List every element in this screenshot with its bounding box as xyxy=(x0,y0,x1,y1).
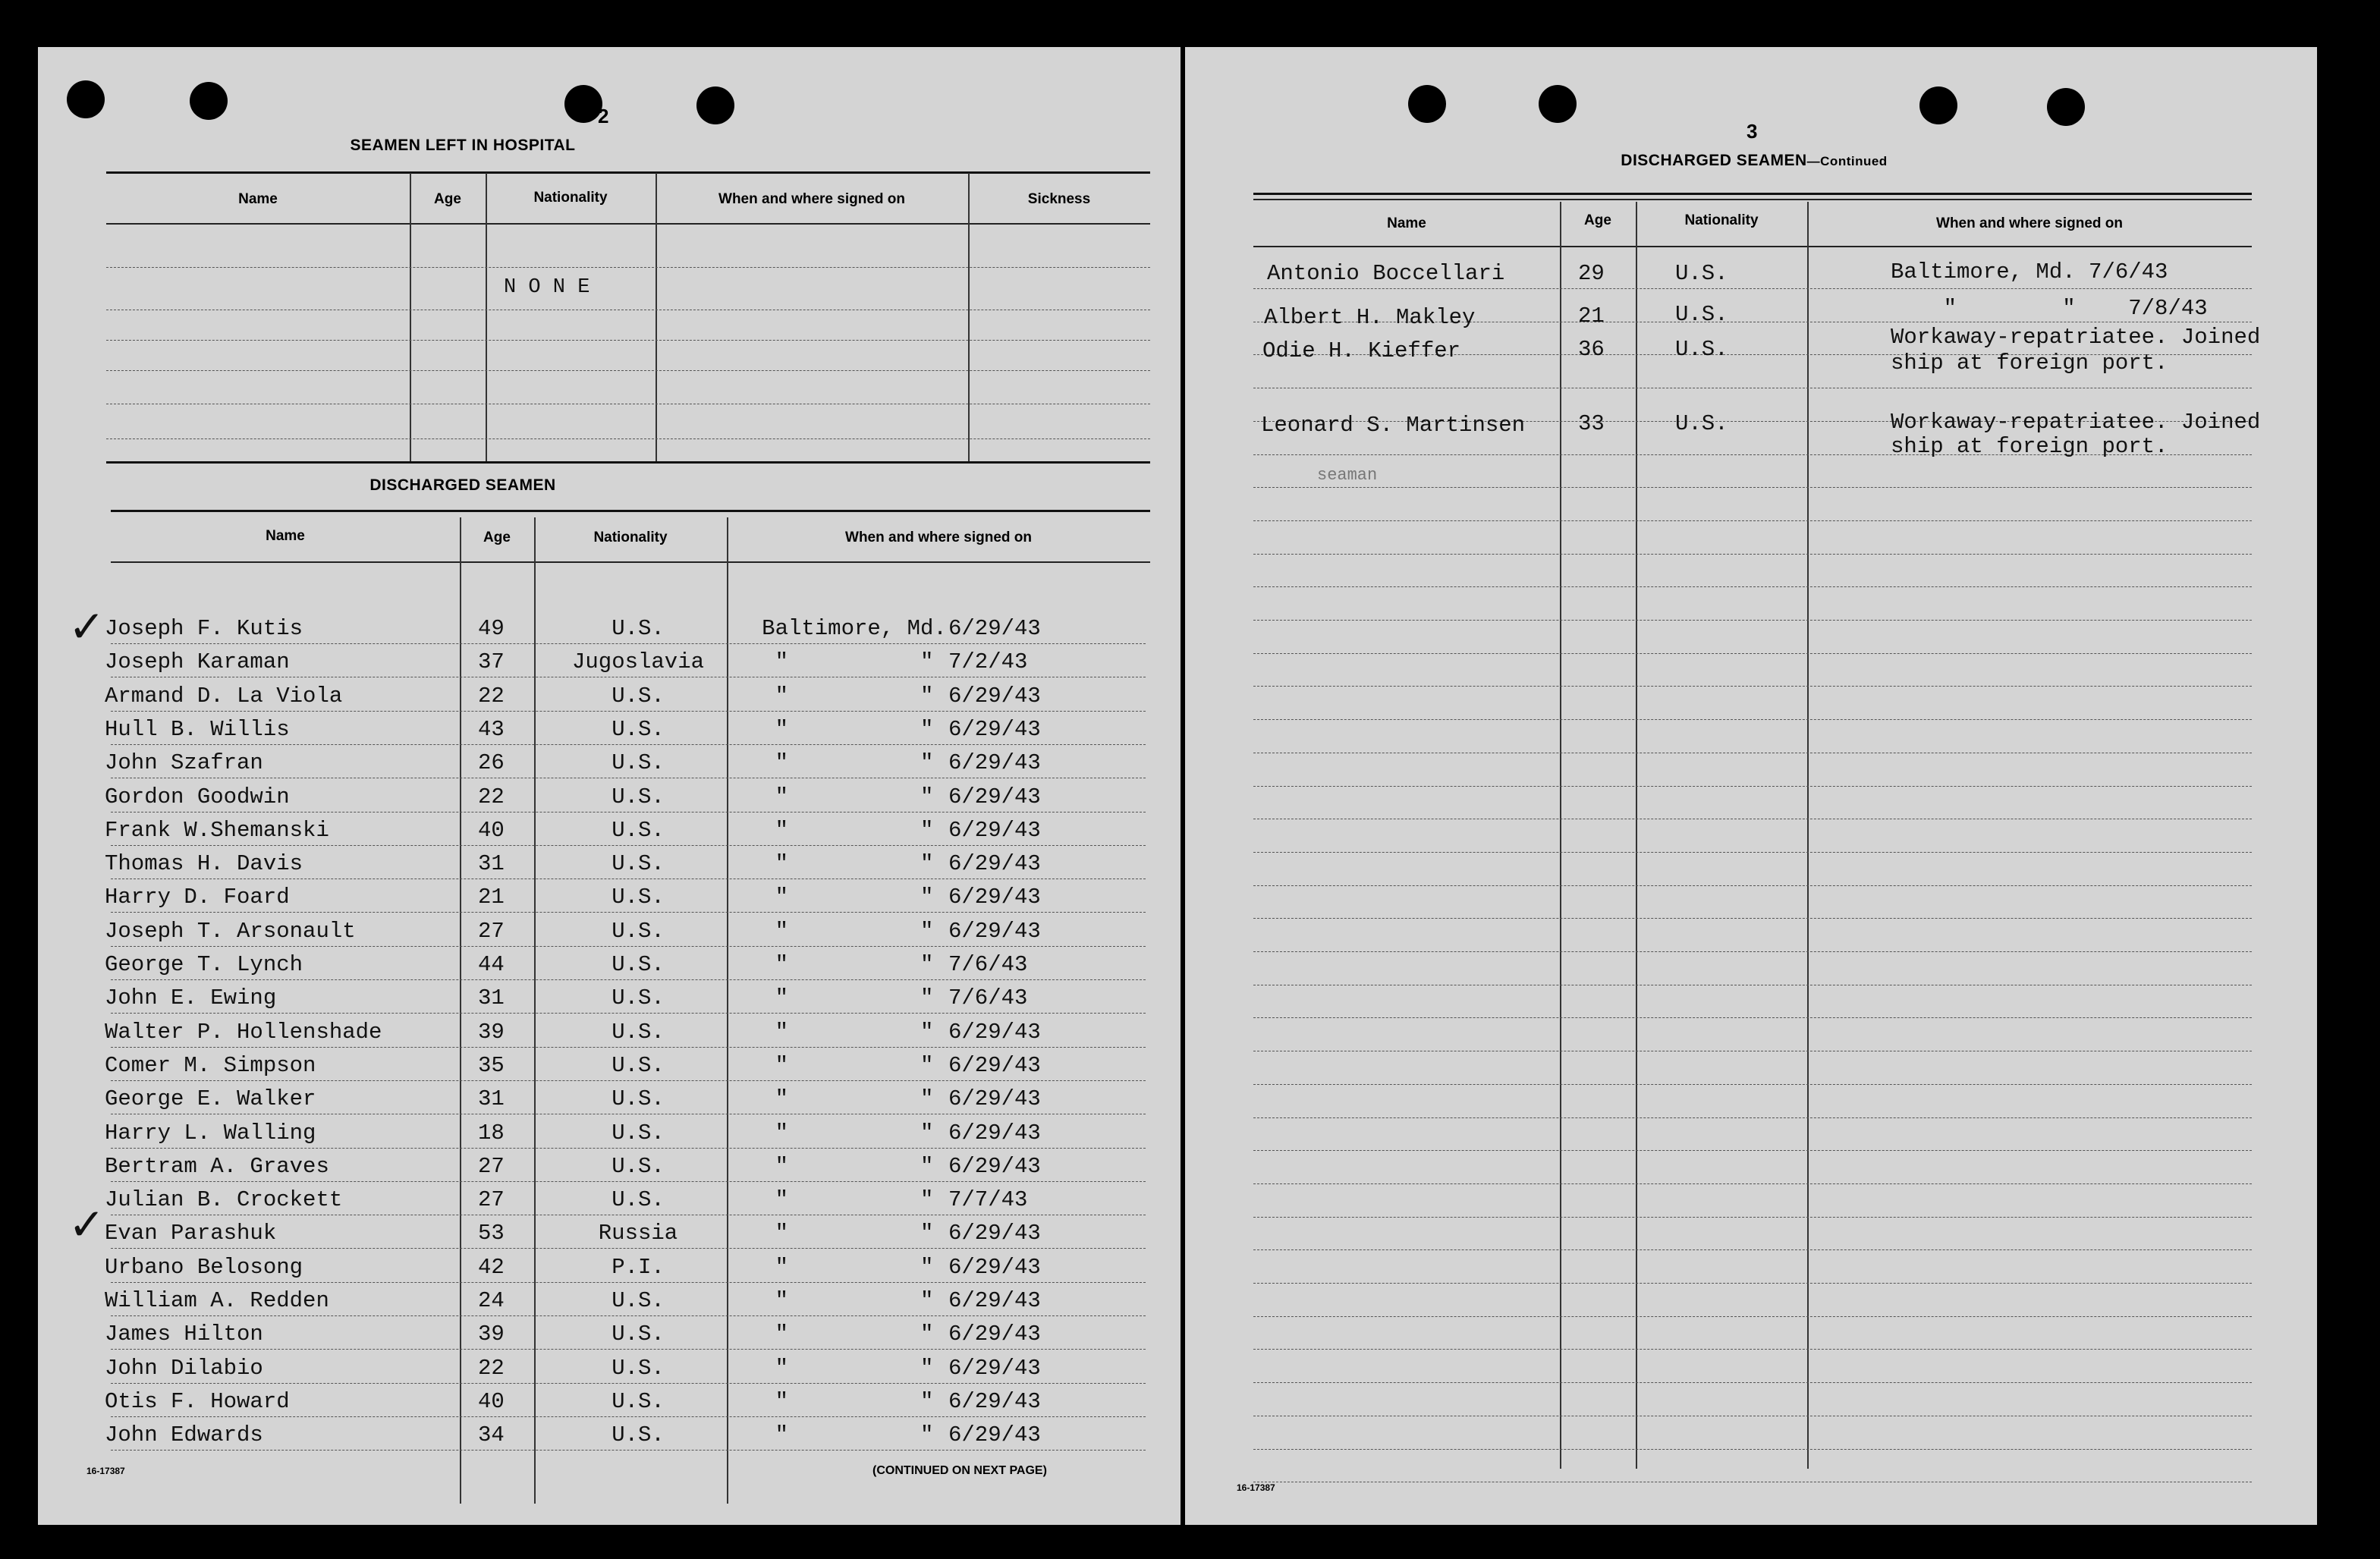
seaman-nationality: U.S. xyxy=(612,1020,665,1045)
signed-on-place: " " xyxy=(775,1255,934,1280)
page-number: 3 xyxy=(1746,120,1758,143)
signed-on-date: 6/29/43 xyxy=(948,1154,1041,1179)
seaman-name: Joseph Karaman xyxy=(105,649,290,674)
signed-on-place: " " xyxy=(775,684,934,709)
ruled-line xyxy=(1253,620,2252,621)
ruled-line xyxy=(1253,1217,2252,1218)
signed-on-date: 6/29/43 xyxy=(948,1288,1041,1313)
column-divider xyxy=(534,517,536,1504)
signed-on-date: 6/29/43 xyxy=(948,1221,1041,1246)
signed-on-place: " " xyxy=(775,784,934,809)
signed-on-cont: ship at foreign port. xyxy=(1891,434,2168,459)
signed-on-place: " " xyxy=(775,1389,934,1414)
punch-hole xyxy=(1539,85,1577,123)
seaman-nationality: U.S. xyxy=(612,717,665,742)
column-header: Name xyxy=(238,191,278,207)
hospital-none: N O N E xyxy=(504,276,590,299)
seaman-nationality: U.S. xyxy=(612,1322,665,1347)
ruled-line xyxy=(106,267,1150,268)
seaman-name: Thomas H. Davis xyxy=(105,851,303,876)
seaman-age: 39 xyxy=(478,1322,505,1347)
ruled-line xyxy=(111,744,1146,745)
check-mark: ✓ xyxy=(68,1199,105,1250)
column-header: Name xyxy=(1387,215,1426,231)
signed-on-place: " " xyxy=(775,919,934,944)
ruled-line xyxy=(111,643,1146,644)
left-page xyxy=(38,47,1181,1525)
signed-on-date: 6/29/43 xyxy=(948,1422,1041,1447)
seaman-nationality: U.S. xyxy=(1675,411,1728,436)
seaman-age: 22 xyxy=(478,1356,505,1381)
seaman-name: George E. Walker xyxy=(105,1086,316,1111)
seaman-nationality: U.S. xyxy=(612,616,665,641)
seaman-nationality: U.S. xyxy=(612,1356,665,1381)
seaman-name: John E. Ewing xyxy=(105,985,277,1011)
seaman-age: 35 xyxy=(478,1053,505,1078)
signed-on: Baltimore, Md. 7/6/43 xyxy=(1891,259,2168,284)
signed-on-place: " " xyxy=(775,1322,934,1347)
seaman-nationality: P.I. xyxy=(612,1255,665,1280)
ruled-line xyxy=(1253,520,2252,521)
signed-on: Workaway-repatriatee. Joined xyxy=(1891,410,2261,435)
signed-on-date: 7/7/43 xyxy=(948,1187,1028,1212)
ruled-line xyxy=(111,1080,1146,1081)
signed-on-date: 7/2/43 xyxy=(948,649,1028,674)
seaman-age: 40 xyxy=(478,1389,505,1414)
seaman-name: Hull B. Willis xyxy=(105,717,290,742)
ruled-line xyxy=(111,1047,1146,1048)
seaman-name: Albert H. Makley xyxy=(1264,305,1476,330)
column-header: Sickness xyxy=(1027,191,1091,207)
seaman-name: John Edwards xyxy=(105,1422,263,1447)
signed-on-date: 6/29/43 xyxy=(948,1020,1041,1045)
ruled-line xyxy=(1253,554,2252,555)
punch-hole xyxy=(564,85,602,123)
seaman-name: Armand D. La Viola xyxy=(105,684,343,709)
seaman-nationality: Russia xyxy=(598,1221,678,1246)
seaman-name: John Dilabio xyxy=(105,1356,263,1381)
header-divider xyxy=(1253,246,2252,247)
seaman-name: Evan Parashuk xyxy=(105,1221,277,1246)
seaman-name: James Hilton xyxy=(105,1322,263,1347)
punch-hole xyxy=(67,80,105,118)
seaman-nationality: U.S. xyxy=(612,1154,665,1179)
seaman-nationality: U.S. xyxy=(612,1422,665,1447)
header-divider xyxy=(111,561,1150,563)
ruled-line xyxy=(111,1349,1146,1350)
signed-on-place: " " xyxy=(775,717,934,742)
ruled-line xyxy=(1253,487,2252,488)
signed-on-date: 6/29/43 xyxy=(948,851,1041,876)
seaman-age: 26 xyxy=(478,750,505,775)
signed-on-date: 6/29/43 xyxy=(948,616,1041,641)
column-header: When and where signed on xyxy=(1936,215,2123,231)
signed-on-place: " " xyxy=(775,1154,934,1179)
ruled-line xyxy=(1253,1084,2252,1085)
column-divider xyxy=(727,517,728,1504)
ruled-line xyxy=(1253,1150,2252,1151)
ruled-line xyxy=(111,946,1146,947)
ruled-line xyxy=(1253,786,2252,787)
signed-on-place: " " xyxy=(775,818,934,843)
seaman-age: 24 xyxy=(478,1288,505,1313)
ruled-line xyxy=(111,1450,1146,1451)
seaman-nationality: U.S. xyxy=(612,684,665,709)
seaman-name: Joseph F. Kutis xyxy=(105,616,303,641)
signed-on-date: 6/29/43 xyxy=(948,919,1041,944)
column-header: Nationality xyxy=(593,530,668,545)
seaman-nationality: U.S. xyxy=(612,750,665,775)
seaman-age: 36 xyxy=(1578,337,1605,362)
signed-on-place: Baltimore, Md. xyxy=(762,616,947,641)
signed-on-date: 6/29/43 xyxy=(948,885,1041,910)
signed-on-place: " " xyxy=(775,1187,934,1212)
table-border xyxy=(1253,199,2252,200)
seaman-age: 22 xyxy=(478,784,505,809)
ruled-line xyxy=(111,1416,1146,1417)
ruled-line xyxy=(111,1315,1146,1316)
seaman-nationality: U.S. xyxy=(612,885,665,910)
title-main: DISCHARGED SEAMEN xyxy=(1621,152,1807,169)
punch-hole xyxy=(696,86,734,124)
seaman-name: Urbano Belosong xyxy=(105,1255,303,1280)
column-divider xyxy=(410,173,411,461)
seaman-nationality: U.S. xyxy=(612,784,665,809)
seaman-name: George T. Lynch xyxy=(105,952,303,977)
ruled-line xyxy=(111,912,1146,913)
ruled-line xyxy=(1253,653,2252,654)
column-header: Nationality xyxy=(1684,212,1759,228)
seaman-age: 21 xyxy=(478,885,505,910)
signed-on-date: 6/29/43 xyxy=(948,1255,1041,1280)
column-header: Age xyxy=(1584,212,1611,228)
table-border xyxy=(1253,193,2252,195)
ruled-line xyxy=(1253,1316,2252,1317)
ruled-line xyxy=(1253,1449,2252,1450)
seaman-name: Odie H. Kieffer xyxy=(1262,338,1461,363)
seaman-name: John Szafran xyxy=(105,750,263,775)
signed-on-date: 7/6/43 xyxy=(948,985,1028,1011)
seaman-nationality: U.S. xyxy=(612,1053,665,1078)
ruled-line xyxy=(111,711,1146,712)
punch-hole xyxy=(1408,85,1446,123)
signed-on-date: 6/29/43 xyxy=(948,1053,1041,1078)
seaman-age: 31 xyxy=(478,851,505,876)
signed-on-date: 6/29/43 xyxy=(948,1322,1041,1347)
column-header: Age xyxy=(434,191,461,207)
seaman-name: Julian B. Crockett xyxy=(105,1187,343,1212)
form-number: 16-17387 xyxy=(1237,1482,1275,1493)
ruled-line xyxy=(1253,1382,2252,1383)
seaman-name: Comer M. Simpson xyxy=(105,1053,316,1078)
ruled-line xyxy=(1253,1249,2252,1250)
column-divider xyxy=(656,173,657,461)
seaman-name: Bertram A. Graves xyxy=(105,1154,329,1179)
signed-on-date: 6/29/43 xyxy=(948,784,1041,809)
seaman-nationality: U.S. xyxy=(1675,337,1728,362)
signed-on-date: 6/29/43 xyxy=(948,1389,1041,1414)
seaman-nationality: U.S. xyxy=(612,1086,665,1111)
seaman-nationality: U.S. xyxy=(1675,261,1728,286)
signed-on-place: " " xyxy=(775,750,934,775)
signed-on: Workaway-repatriatee. Joined xyxy=(1891,325,2261,350)
seaman-name: Walter P. Hollenshade xyxy=(105,1020,382,1045)
seaman-age: 33 xyxy=(1578,411,1605,436)
header-divider xyxy=(106,223,1150,225)
seaman-age: 37 xyxy=(478,649,505,674)
seaman-nationality: U.S. xyxy=(612,952,665,977)
seaman-age: 42 xyxy=(478,1255,505,1280)
signed-on-place: " " xyxy=(775,885,934,910)
seaman-name: Frank W.Shemanski xyxy=(105,818,329,843)
punch-hole xyxy=(1919,86,1957,124)
ruled-line xyxy=(106,370,1150,371)
ruled-line xyxy=(111,812,1146,813)
seaman-age: 29 xyxy=(1578,261,1605,286)
ruled-line xyxy=(1253,686,2252,687)
seaman-nationality: U.S. xyxy=(612,851,665,876)
seaman-age: 27 xyxy=(478,1154,505,1179)
ruled-line xyxy=(1253,586,2252,587)
signed-on-date: 6/29/43 xyxy=(948,1086,1041,1111)
seaman-age: 22 xyxy=(478,684,505,709)
signed-on-date: 6/29/43 xyxy=(948,684,1041,709)
seaman-age: 18 xyxy=(478,1121,505,1146)
signed-on-date: 6/29/43 xyxy=(948,750,1041,775)
seaman-nationality: U.S. xyxy=(612,1121,665,1146)
signed-on-place: " " xyxy=(775,1020,934,1045)
ruled-line xyxy=(1253,918,2252,919)
ruled-line xyxy=(106,438,1150,439)
seaman-age: 34 xyxy=(478,1422,505,1447)
seaman-name: William A. Redden xyxy=(105,1288,329,1313)
signed-on-place: " " xyxy=(775,1086,934,1111)
ruled-line xyxy=(1253,951,2252,952)
discharged-title: DISCHARGED SEAMEN xyxy=(369,476,556,494)
ruled-line xyxy=(1253,1017,2252,1018)
check-mark: ✓ xyxy=(68,601,105,652)
signed-on-place: " " xyxy=(775,851,934,876)
ruled-line xyxy=(1253,288,2252,289)
ruled-line xyxy=(111,1013,1146,1014)
seaman-age: 44 xyxy=(478,952,505,977)
seaman-nationality: U.S. xyxy=(612,985,665,1011)
column-divider xyxy=(1636,202,1637,1469)
ruled-line xyxy=(111,979,1146,980)
ruled-line xyxy=(1253,1283,2252,1284)
signed-on-place: " " xyxy=(775,649,934,674)
ruled-line xyxy=(111,1148,1146,1149)
seaman-name: Otis F. Howard xyxy=(105,1389,290,1414)
column-header: Nationality xyxy=(533,190,608,206)
signed-on-place: " " xyxy=(775,1053,934,1078)
seaman-age: 53 xyxy=(478,1221,505,1246)
seaman-age: 40 xyxy=(478,818,505,843)
hospital-title: SEAMEN LEFT IN HOSPITAL xyxy=(350,137,576,154)
column-header: Age xyxy=(483,530,511,545)
column-divider xyxy=(460,517,461,1504)
column-header: When and where signed on xyxy=(845,530,1032,545)
seaman-age: 49 xyxy=(478,616,505,641)
title-suffix: —Continued xyxy=(1806,154,1888,168)
signed-on-place: " " xyxy=(775,952,934,977)
signed-on-place: " " xyxy=(775,985,934,1011)
ruled-line xyxy=(1253,1117,2252,1118)
signed-on: " " 7/8/43 xyxy=(1891,296,2208,321)
punch-hole xyxy=(190,82,228,120)
column-divider xyxy=(1807,202,1809,1469)
signed-on-cont: ship at foreign port. xyxy=(1891,350,2168,376)
seaman-age: 27 xyxy=(478,919,505,944)
signed-on-place: " " xyxy=(775,1221,934,1246)
ruled-line xyxy=(1253,852,2252,853)
column-divider xyxy=(1560,202,1561,1469)
ruled-line xyxy=(1253,719,2252,720)
page-number: 2 xyxy=(598,105,609,127)
seaman-nationality: U.S. xyxy=(612,818,665,843)
ruled-line xyxy=(111,1383,1146,1384)
ruled-line xyxy=(106,340,1150,341)
column-header: When and where signed on xyxy=(718,191,905,207)
ruled-line xyxy=(1253,1183,2252,1184)
ruled-line xyxy=(111,1181,1146,1182)
signed-on-date: 6/29/43 xyxy=(948,717,1041,742)
faint-stamp: seaman xyxy=(1317,466,1378,485)
table-border xyxy=(106,171,1150,174)
seaman-nationality: U.S. xyxy=(612,1288,665,1313)
seaman-nationality: U.S. xyxy=(1675,302,1728,327)
seaman-age: 39 xyxy=(478,1020,505,1045)
ruled-line xyxy=(111,1248,1146,1249)
form-number: 16-17387 xyxy=(86,1466,125,1476)
signed-on-place: " " xyxy=(775,1422,934,1447)
seaman-name: Harry L. Walling xyxy=(105,1121,316,1146)
signed-on-place: " " xyxy=(775,1121,934,1146)
seaman-name: Harry D. Foard xyxy=(105,885,290,910)
seaman-nationality: U.S. xyxy=(612,1187,665,1212)
column-header: Name xyxy=(266,528,305,544)
signed-on-place: " " xyxy=(775,1356,934,1381)
discharged-continued-title xyxy=(1519,152,1989,170)
continued-note: (CONTINUED ON NEXT PAGE) xyxy=(872,1464,1047,1477)
seaman-age: 27 xyxy=(478,1187,505,1212)
right-page xyxy=(1185,47,2317,1525)
seaman-nationality: U.S. xyxy=(612,1389,665,1414)
seaman-nationality: U.S. xyxy=(612,919,665,944)
signed-on-date: 7/6/43 xyxy=(948,952,1028,977)
ruled-line xyxy=(111,1282,1146,1283)
seaman-age: 31 xyxy=(478,1086,505,1111)
seaman-age: 21 xyxy=(1578,303,1605,328)
table-border xyxy=(111,510,1150,512)
punch-hole xyxy=(2047,88,2085,126)
seaman-name: Leonard S. Martinsen xyxy=(1261,413,1526,438)
seaman-name: Joseph T. Arsonault xyxy=(105,919,356,944)
table-border xyxy=(106,461,1150,464)
seaman-age: 43 xyxy=(478,717,505,742)
seaman-name: Antonio Boccellari xyxy=(1267,261,1505,286)
signed-on-place: " " xyxy=(775,1288,934,1313)
signed-on-date: 6/29/43 xyxy=(948,1356,1041,1381)
column-divider xyxy=(486,173,487,461)
seaman-age: 31 xyxy=(478,985,505,1011)
column-divider xyxy=(968,173,970,461)
ruled-line xyxy=(111,845,1146,846)
signed-on-date: 6/29/43 xyxy=(948,1121,1041,1146)
ruled-line xyxy=(1253,1349,2252,1350)
seaman-nationality: Jugoslavia xyxy=(571,649,705,674)
seaman-name: Gordon Goodwin xyxy=(105,784,290,809)
signed-on-date: 6/29/43 xyxy=(948,818,1041,843)
ruled-line xyxy=(1253,885,2252,886)
